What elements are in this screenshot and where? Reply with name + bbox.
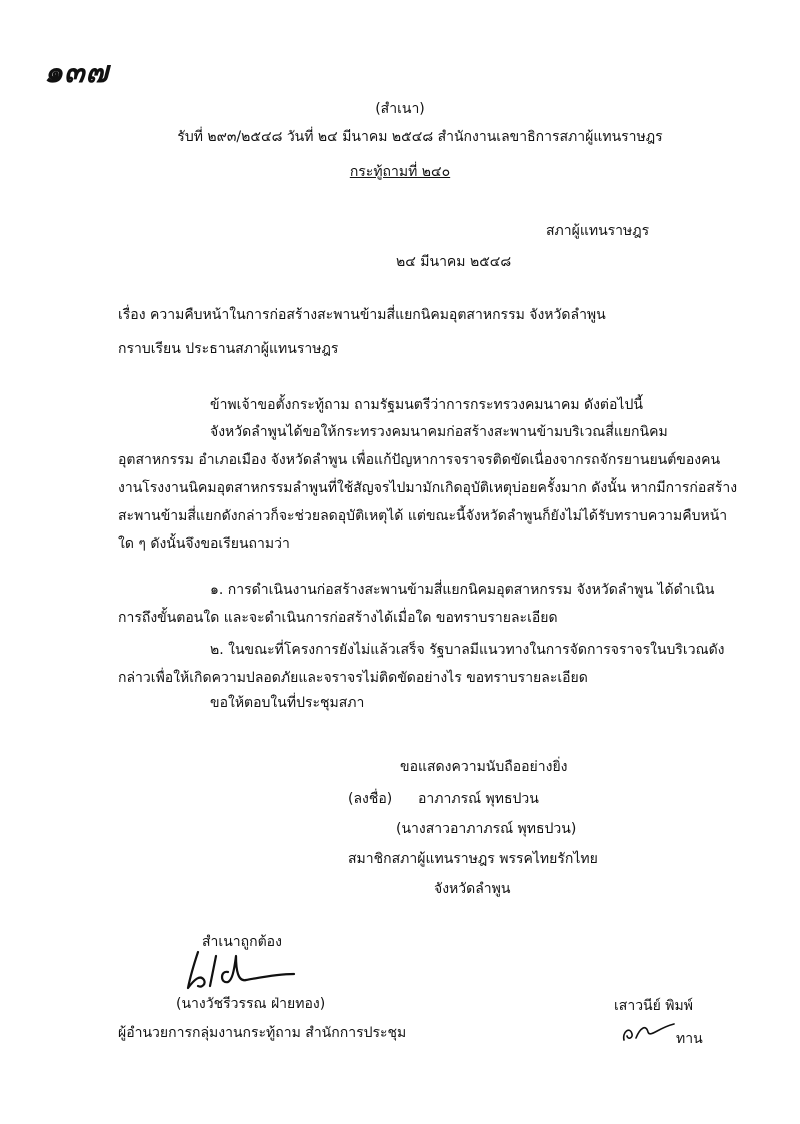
- certification-label: สำเนาถูกต้อง: [202, 934, 282, 950]
- paragraph-1: [118, 418, 738, 558]
- signer-full-name: (นางสาวอาภาภรณ์ พุทธปวน): [396, 821, 577, 837]
- received-line: รับที่ ๒๙๓/๒๕๔๘ วันที่ ๒๔ มีนาคม ๒๕๔๘ สำนักงานเลขาธิการสภาผู้แทนราษฎร: [177, 129, 663, 145]
- handwritten-signature-mark: [176, 944, 306, 994]
- signer-position: สมาชิกสภาผู้แทนราษฎร พรรคไทยรักไทย: [348, 851, 598, 867]
- question-1-text: ๑. การดำเนินงานก่อสร้างสะพานข้ามสี่แยกนิคมอุตสาหกรรม จังหวัดลำพูน ได้ดำเนินการถึงขั้นตอนใด และจะดำเนินการก่อสร้างได้เมื่อใด ขอทราบรายละเอียด: [118, 582, 715, 626]
- copy-label: (สำเนา): [375, 101, 425, 117]
- subject-line: เรื่อง ความคืบหน้าในการก่อสร้างสะพานข้ามสี่แยกนิคมอุตสาหกรรม จังหวัดลำพูน: [118, 307, 606, 323]
- intro-text: ข้าพเจ้าขอตั้งกระทู้ถาม ถามรัฐมนตรีว่าการกระทรวงคมนาคม ดังต่อไปนี้: [210, 397, 643, 413]
- question-2-text: ๒. ในขณะที่โครงการยังไม่แล้วเสร็จ รัฐบาลมีแนวทางในการจัดการจราจรในบริเวณดังกล่าวเพื่อให้เกิดความปลอดภัยและจราจรไม่ติดขัดอย่างไร ขอทราบรายละเอียด: [118, 642, 725, 686]
- checker-initials-mark: [618, 1018, 678, 1046]
- signed-name: อาภาภรณ์ พุทธปวน: [418, 791, 539, 807]
- signer-province: จังหวัดลำพูน: [434, 881, 511, 897]
- page-number: ๑๓๗: [44, 55, 110, 90]
- certifier-name: (นางวัชรีวรรณ ฝ่ายทอง): [176, 996, 326, 1012]
- checker-label: ทาน: [676, 1031, 703, 1047]
- sender-date: ๒๔ มีนาคม ๒๕๔๘: [396, 254, 512, 270]
- salutation: กราบเรียน ประธานสภาผู้แทนราษฎร: [118, 341, 339, 357]
- question-2: [118, 636, 738, 692]
- paragraph-1-text: จังหวัดลำพูนได้ขอให้กระทรวงคมนาคมก่อสร้างสะพานข้ามบริเวณสี่แยกนิคมอุตสาหกรรม อำเภอเมือง จังหวัดลำพูน เพื่อแก้ปัญหาการจราจรติดขัดเนื่องจากรถจักรยานยนต์ของคนงานโรงงานนิคมอุตสาหกรรมลำพูนที่ใช้สัญจรไปมามักเกิดอุบัติเหตุบ่อยครั้งมาก ดังนั้น หากมีการก่อสร้างสะพานข้ามสี่แยกดังกล่าวก็จะช่วยลดอุบัติเหตุได้ แต่ขณะนี้จังหวัดลำพูนก็ยังไม่ได้รับทราบความคืบหน้าใด ๆ ดังนั้นจึงขอเรียนถามว่า: [118, 424, 738, 552]
- question-1: [118, 576, 738, 632]
- closing-request: ขอให้ตอบในที่ประชุมสภา: [210, 695, 365, 711]
- typist-label: เสาวนีย์ พิมพ์: [614, 998, 693, 1014]
- regards-text: ขอแสดงความนับถืออย่างยิ่ง: [400, 759, 568, 775]
- signed-prefix: (ลงชื่อ): [348, 791, 393, 807]
- question-number: กระทู้ถามที่ ๒๔๐: [349, 164, 451, 180]
- certifier-position: ผู้อำนวยการกลุ่มงานกระทู้ถาม สำนักการประชุม: [118, 1025, 407, 1041]
- sender-org: สภาผู้แทนราษฎร: [546, 223, 650, 239]
